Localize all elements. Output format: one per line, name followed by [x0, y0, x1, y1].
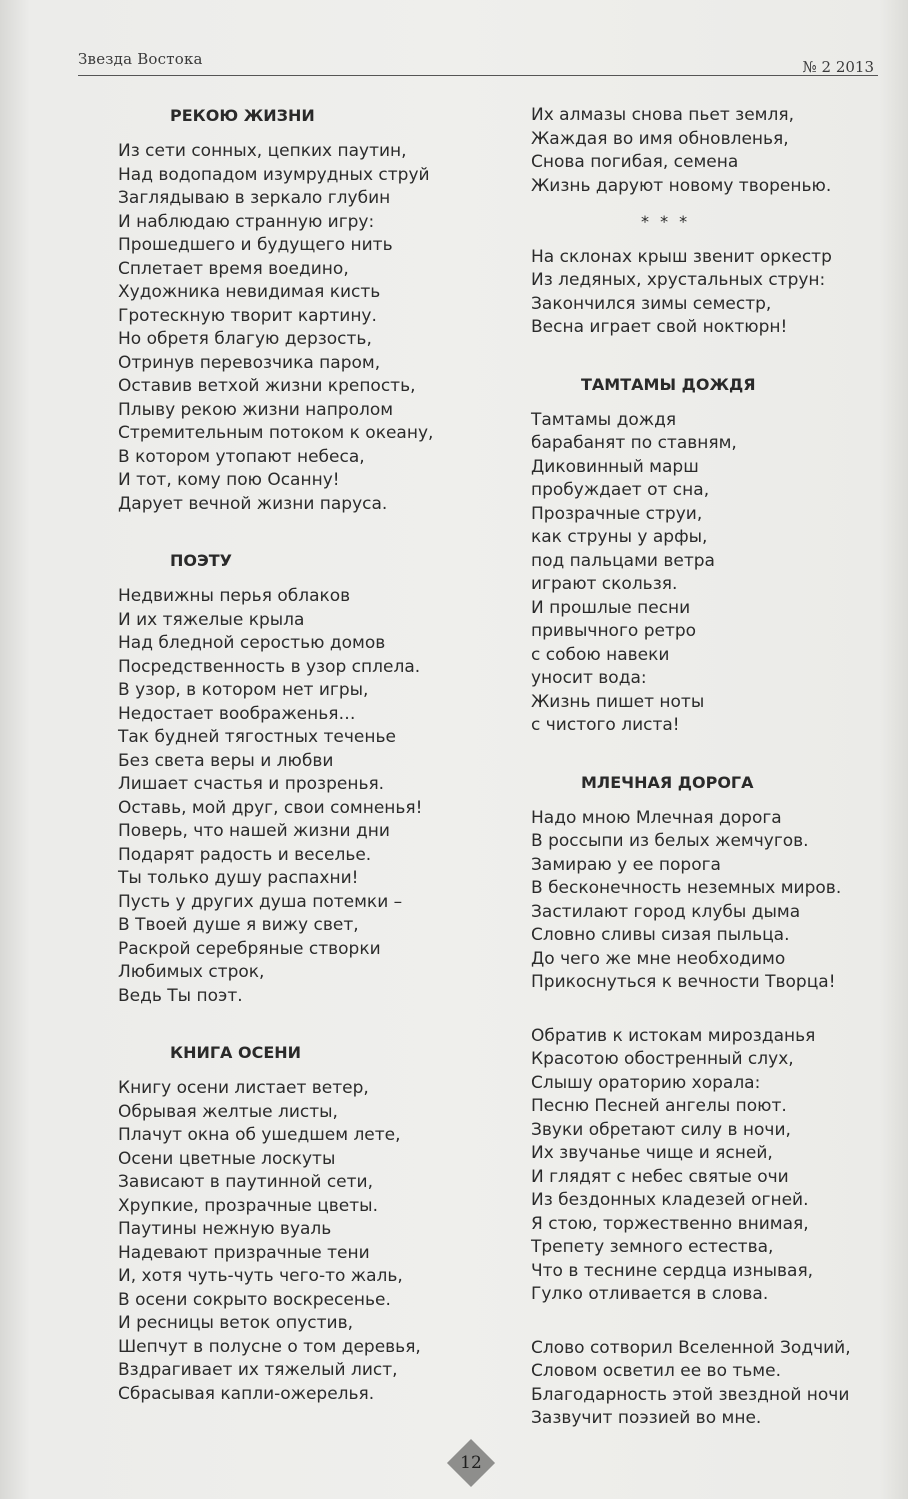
spacer [531, 795, 891, 807]
spacer [531, 397, 891, 409]
poem-line: И глядят с небес святые очи [531, 1166, 789, 1187]
poem-line: Ведь Ты поэт. [118, 985, 243, 1006]
poem-line: Осени цветные лоскуты [118, 1148, 336, 1169]
poem-line: Заглядываю в зеркало глубин [118, 188, 391, 208]
poem-line: Надо мною Млечная дорога [531, 807, 782, 828]
poem-line: Подарят радость и веселье. [118, 844, 372, 865]
poem-line: Плыву рекою жизни напролом [118, 399, 394, 420]
poem-title: ПОЭТУ [170, 551, 232, 570]
poem-line: Над бледной серостью домов [118, 633, 386, 653]
poem-line: Из сети сонных, цепких паутин, [118, 141, 407, 161]
poem-line: Из ледяных, хрустальных струн: [531, 270, 826, 290]
poem-line: Художника невидимая кисть [118, 282, 381, 302]
poem-line: Хрупкие, прозрачные цветы. [118, 1195, 378, 1216]
poem-line: До чего же мне необходимо [531, 948, 786, 969]
spacer [118, 516, 488, 549]
poem-line: барабанят по ставням, [531, 433, 737, 453]
poem-line: Раскрой серебряные створки [118, 938, 381, 959]
poem-line: Слово сотворил Вселенной Зодчий, [531, 1337, 851, 1358]
poem-line: В узор, в котором нет игры, [118, 680, 369, 700]
poem-line: Я стою, торжественно внимая, [531, 1213, 809, 1234]
poem-line: Жизнь даруют новому творенью. [531, 175, 832, 196]
page-number: 12 [460, 1453, 482, 1473]
poem-line: Но обретя благую дерзость, [118, 329, 372, 349]
poem-line: Жаждая во имя обновленья, [531, 128, 789, 149]
poem-line: Шепчут в полусне о том деревья, [118, 1336, 421, 1357]
poem-line: Что в теснине сердца изнывая, [531, 1260, 814, 1281]
poem-line: с чистого листа! [531, 715, 680, 735]
poem-line: Любимых строк, [118, 962, 265, 982]
poem-line: В котором утопают небеса, [118, 446, 365, 467]
poem-line: Замираю у ее порога [531, 854, 721, 875]
poem-line: На склонах крыш звенит оркестр [531, 246, 832, 267]
poem-title: ТАМТАМЫ ДОЖДЯ [581, 374, 756, 394]
spacer [531, 738, 891, 771]
stanza [531, 1337, 891, 1431]
stanza [531, 807, 891, 995]
poem-line: Недостает воображенья… [118, 703, 356, 724]
poem-line: Благодарность этой звездной ночи [531, 1384, 850, 1405]
stanza [118, 1077, 488, 1406]
poem-line: Так будней тягостных теченье [118, 727, 396, 747]
poem-line: Их алмазы снова пьет земля, [531, 105, 794, 125]
right-column [531, 104, 891, 1431]
poem-line: Лишает счастья и прозренья. [118, 774, 385, 794]
poem-line: И наблюдаю странную игру: [118, 211, 375, 232]
spacer [118, 1065, 488, 1077]
stanza [531, 104, 891, 198]
poem-line: Их звучанье чище и ясней, [531, 1143, 773, 1163]
poem-line: Красотою обостренный слух, [531, 1049, 794, 1069]
poem-line: И ресницы веток опустив, [118, 1313, 354, 1333]
poem-line: В осени сокрыто воскресенье. [118, 1289, 391, 1310]
poem-line: Весна играет свой ноктюрн! [531, 317, 788, 337]
poem-line: Стремительным потоком к океану, [118, 423, 434, 443]
spacer [118, 1008, 488, 1041]
spacer [531, 995, 891, 1025]
poem-line: Оставь, мой друг, свои сомненья! [118, 797, 423, 818]
poem-line: Закончился зимы семестр, [531, 293, 772, 314]
poem-line: В Твоей душе я вижу свет, [118, 915, 359, 935]
poem-line: Ты только душу распахни! [118, 868, 359, 888]
spacer [531, 234, 891, 246]
poem-line: Звуки обретают силу в ночи, [531, 1119, 791, 1140]
poem-line: И, хотя чуть-чуть чего-то жаль, [118, 1266, 403, 1286]
poem-line: играют скользя. [531, 574, 678, 594]
poem-line: Без света веры и любви [118, 750, 334, 771]
poem-line: Посредственность в узор сплела. [118, 656, 421, 677]
spacer [118, 128, 488, 140]
poem-line: И их тяжелые крыла [118, 609, 305, 630]
poem-line: Прошедшего и будущего нить [118, 235, 393, 255]
poem-line: с собою навеки [531, 644, 670, 665]
header-rule [78, 75, 878, 76]
poem-line: Над водопадом изумрудных струй [118, 164, 430, 185]
poem-line: Словно сливы сизая пыльца. [531, 925, 790, 945]
poem-line: Тамтамы дождя [531, 409, 677, 430]
poem-title: РЕКОЮ ЖИЗНИ [170, 106, 315, 125]
poem-line: Прикоснуться к вечности Творца! [531, 972, 836, 992]
stanza [531, 409, 891, 738]
poem-line: Поверь, что нашей жизни дни [118, 821, 390, 841]
poem-line: как струны у арфы, [531, 527, 708, 547]
poem-line: Сплетает время воедино, [118, 258, 349, 279]
poem-line: Из бездонных кладезей огней. [531, 1190, 809, 1210]
poem-line: И тот, кому пою Осанну! [118, 470, 340, 490]
poem-line: Дарует вечной жизни паруса. [118, 493, 388, 514]
poem-line: Прозрачные струи, [531, 503, 703, 524]
poem-line: Песню Песней ангелы поют. [531, 1096, 787, 1116]
poem-line: Плачут окна об ушедшем лете, [118, 1125, 401, 1145]
poem-line: Трепету земного естества, [531, 1237, 774, 1257]
poem-title: МЛЕЧНАЯ ДОРОГА [581, 772, 754, 792]
section-separator: * * * [641, 212, 691, 231]
poem-line: уносит вода: [531, 668, 647, 688]
spacer [531, 198, 891, 210]
poem-line: Отринув перевозчика паром, [118, 352, 381, 373]
poem-line: Жизнь пишет ноты [531, 691, 705, 712]
poem-line: В россыпи из белых жемчугов. [531, 831, 809, 851]
poem-line: Вздрагивает их тяжелый лист, [118, 1360, 398, 1380]
poem-line: пробуждает от сна, [531, 480, 710, 500]
poem-line: Снова погибая, семена [531, 152, 739, 172]
spacer [118, 573, 488, 585]
poem-line: Обрывая желтые листы, [118, 1101, 338, 1122]
left-column [118, 104, 488, 1406]
poem-line: привычного ретро [531, 621, 697, 641]
poem-line: под пальцами ветра [531, 550, 715, 571]
poem-line: В бесконечность неземных миров. [531, 878, 842, 898]
poem-line: Словом осветил ее во тьме. [531, 1361, 781, 1381]
poem-line: Зависают в паутинной сети, [118, 1172, 373, 1192]
poem-line: Слышу ораторию хорала: [531, 1072, 761, 1093]
poem-line: Сбрасывая капли-ожерелья. [118, 1383, 375, 1404]
poem-line: Паутины нежную вуаль [118, 1219, 332, 1239]
spacer [531, 1307, 891, 1337]
poem-line: Диковинный марш [531, 456, 699, 477]
spacer [531, 340, 891, 373]
poem-line: Обратив к истокам мирозданья [531, 1025, 816, 1046]
stanza [531, 246, 891, 340]
poem-line: Недвижны перья облаков [118, 586, 351, 606]
poem-line: Гулко отливается в слова. [531, 1284, 769, 1304]
poem-line: Застилают город клубы дыма [531, 901, 801, 922]
poem-line: Зазвучит поэзией во мне. [531, 1408, 762, 1428]
poem-line: Оставив ветхой жизни крепость, [118, 376, 416, 396]
poem-line: И прошлые песни [531, 597, 691, 618]
poem-line: Пусть у других душа потемки – [118, 891, 403, 912]
stanza [531, 1025, 891, 1307]
magazine-title: Звезда Востока [78, 50, 203, 68]
stanza [118, 140, 488, 516]
poem-line: Книгу осени листает ветер, [118, 1078, 369, 1098]
issue-number: № 2 2013 [802, 58, 874, 76]
poem-title: КНИГА ОСЕНИ [170, 1043, 302, 1062]
page-number-badge [446, 1438, 496, 1488]
poem-line: Гротескную творит картину. [118, 305, 377, 326]
poem-line: Надевают призрачные тени [118, 1242, 370, 1263]
stanza [118, 585, 488, 1008]
